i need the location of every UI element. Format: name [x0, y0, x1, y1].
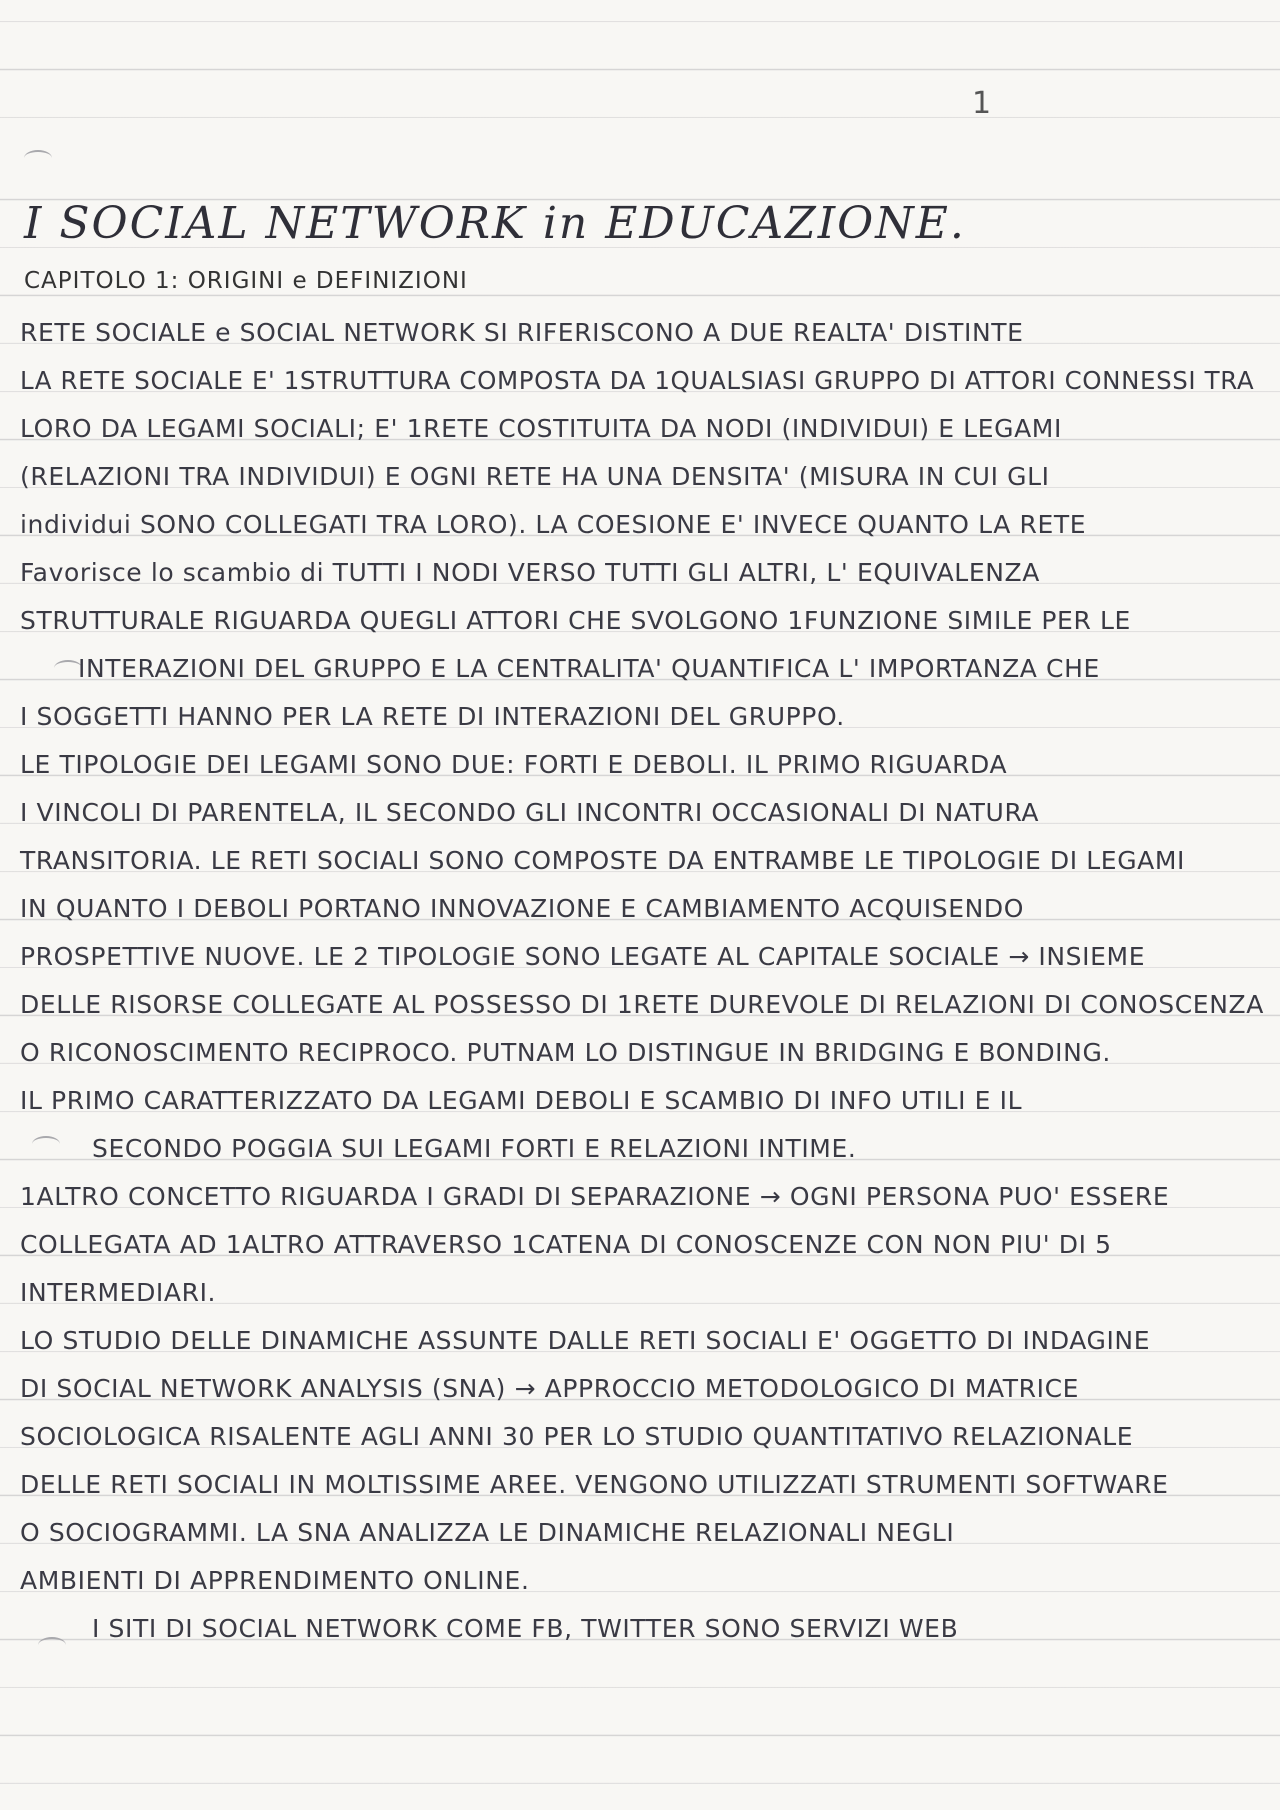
- margin-hole-mark: [24, 150, 52, 166]
- text-line: SECONDO POGGIA SUI LEGAMI FORTI E RELAZIONI INTIME.: [92, 1134, 857, 1163]
- margin-hole-mark: [38, 1637, 66, 1653]
- text-line: PROSPETTIVE NUOVE. LE 2 TIPOLOGIE SONO LEGATE AL CAPITALE SOCIALE → INSIEME: [20, 942, 1146, 971]
- text-line: INTERMEDIARI.: [20, 1278, 217, 1307]
- text-line: LE TIPOLOGIE DEI LEGAMI SONO DUE: FORTI E DEBOLI. IL PRIMO RIGUARDA: [20, 750, 1008, 779]
- text-line: Favorisce lo scambio di TUTTI I NODI VERSO TUTTI GLI ALTRI, L' EQUIVALENZA: [20, 558, 1040, 587]
- text-line: DELLE RISORSE COLLEGATE AL POSSESSO DI 1RETE DUREVOLE DI RELAZIONI DI CONOSCENZA: [20, 990, 1264, 1019]
- text-line: RETE SOCIALE e SOCIAL NETWORK SI RIFERISCONO A DUE REALTA' DISTINTE: [20, 318, 1024, 347]
- margin-hole-mark: [32, 1136, 60, 1152]
- text-line: IL PRIMO CARATTERIZZATO DA LEGAMI DEBOLI E SCAMBIO DI INFO UTILI E IL: [20, 1086, 1023, 1115]
- text-line: IN QUANTO I DEBOLI PORTANO INNOVAZIONE E CAMBIAMENTO ACQUISENDO: [20, 894, 1025, 923]
- text-line: STRUTTURALE RIGUARDA QUEGLI ATTORI CHE SVOLGONO 1FUNZIONE SIMILE PER LE: [20, 606, 1131, 635]
- text-line: TRANSITORIA. LE RETI SOCIALI SONO COMPOSTE DA ENTRAMBE LE TIPOLOGIE DI LEGAMI: [20, 846, 1186, 875]
- text-line: AMBIENTI DI APPRENDIMENTO ONLINE.: [20, 1566, 530, 1595]
- text-line: LORO DA LEGAMI SOCIALI; E' 1RETE COSTITUITA DA NODI (INDIVIDUI) E LEGAMI: [20, 414, 1062, 443]
- text-line: LO STUDIO DELLE DINAMICHE ASSUNTE DALLE RETI SOCIALI E' OGGETTO DI INDAGINE: [20, 1326, 1151, 1355]
- text-line: LA RETE SOCIALE E' 1STRUTTURA COMPOSTA DA 1QUALSIASI GRUPPO DI ATTORI CONNESSI TRA: [20, 366, 1255, 395]
- text-line: I SOGGETTI HANNO PER LA RETE DI INTERAZIONI DEL GRUPPO.: [20, 702, 845, 731]
- text-line: 1ALTRO CONCETTO RIGUARDA I GRADI DI SEPARAZIONE → OGNI PERSONA PUO' ESSERE: [20, 1182, 1170, 1211]
- text-line: O RICONOSCIMENTO RECIPROCO. PUTNAM LO DISTINGUE IN BRIDGING E BONDING.: [20, 1038, 1111, 1067]
- page-number: 1: [972, 86, 992, 121]
- text-line: COLLEGATA AD 1ALTRO ATTRAVERSO 1CATENA DI CONOSCENZE CON NON PIU' DI 5: [20, 1230, 1112, 1259]
- page-title: I SOCIAL NETWORK in EDUCAZIONE.: [24, 198, 966, 249]
- text-line: individui SONO COLLEGATI TRA LORO). LA COESIONE E' INVECE QUANTO LA RETE: [20, 510, 1087, 539]
- text-line: SOCIOLOGICA RISALENTE AGLI ANNI 30 PER LO STUDIO QUANTITATIVO RELAZIONALE: [20, 1422, 1134, 1451]
- text-line: I VINCOLI DI PARENTELA, IL SECONDO GLI INCONTRI OCCASIONALI DI NATURA: [20, 798, 1040, 827]
- text-line: DELLE RETI SOCIALI IN MOLTISSIME AREE. VENGONO UTILIZZATI STRUMENTI SOFTWARE: [20, 1470, 1169, 1499]
- text-line: (RELAZIONI TRA INDIVIDUI) E OGNI RETE HA UNA DENSITA' (MISURA IN CUI GLI: [20, 462, 1050, 491]
- text-line: DI SOCIAL NETWORK ANALYSIS (SNA) → APPROCCIO METODOLOGICO DI MATRICE: [20, 1374, 1080, 1403]
- chapter-heading: CAPITOLO 1: ORIGINI e DEFINIZIONI: [24, 268, 468, 294]
- text-line: INTERAZIONI DEL GRUPPO E LA CENTRALITA' QUANTIFICA L' IMPORTANZA CHE: [78, 654, 1100, 683]
- text-line: O SOCIOGRAMMI. LA SNA ANALIZZA LE DINAMICHE RELAZIONALI NEGLI: [20, 1518, 955, 1547]
- text-line: I SITI DI SOCIAL NETWORK COME FB, TWITTER SONO SERVIZI WEB: [92, 1614, 959, 1643]
